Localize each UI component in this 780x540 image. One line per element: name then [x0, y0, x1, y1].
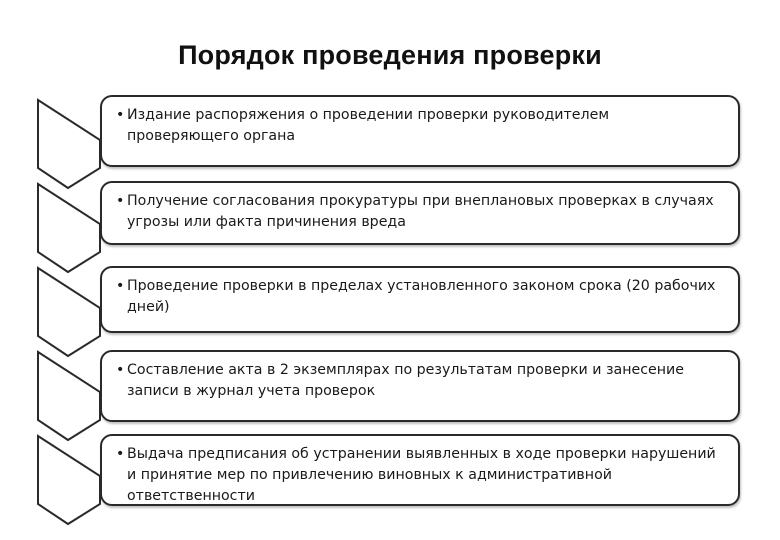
bullet-icon: •: [116, 107, 125, 123]
step-box-3: [100, 266, 740, 333]
bullet-icon: •: [116, 362, 125, 378]
step-chevron-2: [38, 184, 100, 272]
step-chevron-4: [38, 352, 100, 440]
step-text-4: • Составление акта в 2 экземплярах по результатам проверки и занесение записи в журнал учета проверок: [116, 362, 684, 399]
diagram-title: Порядок проведения проверки: [178, 40, 602, 70]
step-chevron-3: [38, 268, 100, 356]
step-box-2: [100, 181, 740, 245]
step-text-2: • Получение согласования прокуратуры при внеплановых проверках в случаях угрозы или факта причинения вреда: [116, 193, 714, 230]
step-text-1: • Издание распоряжения о проведении проверки руководителем проверяющего органа: [116, 107, 610, 144]
step-chevron-1: [38, 100, 100, 188]
step-box-4: [100, 350, 740, 422]
step-box-5: [100, 434, 740, 506]
bullet-icon: •: [116, 446, 125, 462]
step-text-3: • Проведение проверки в пределах установленного законом срока (20 рабочих дней): [116, 278, 716, 315]
step-text-5: • Выдача предписания об устранении выявленных в ходе проверки нарушений и принятие мер по привлечению виновных к административной ответственности: [116, 446, 716, 504]
bullet-icon: •: [116, 278, 125, 294]
step-box-1: [100, 95, 740, 167]
step-chevron-5: [38, 436, 100, 524]
bullet-icon: •: [116, 193, 125, 209]
